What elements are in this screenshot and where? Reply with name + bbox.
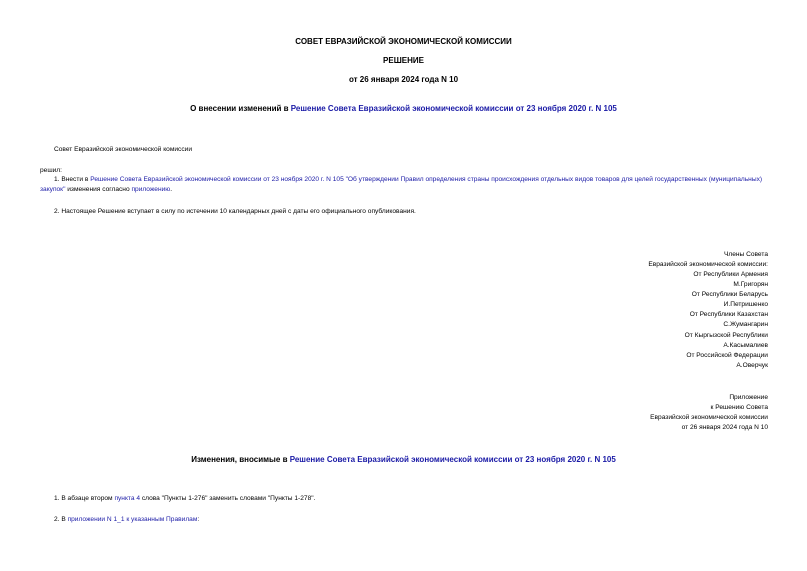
document-title (0, 104, 807, 113)
item1-link[interactable]: пункта 4 (114, 495, 141, 502)
date-number-heading: от 26 января 2024 года N 10 (348, 75, 459, 84)
title-prefix: О внесении изменений в (190, 104, 291, 113)
signature-line: И.Петришенко (723, 301, 768, 308)
signature-line: А.Касымалиев (723, 342, 768, 349)
appendix-line: от 26 января 2024 года N 10 (681, 424, 768, 431)
appendix-line: Приложение (729, 394, 768, 401)
appendix-title-link[interactable]: Решение Совета Евразийской экономической комиссии от 23 ноября 2020 г. N 105 (289, 455, 616, 464)
p1-decision-link[interactable]: Решение Совета Евразийской экономической комиссии от 23 ноября 2020 г. N 105 "Об утверждении Правил определения страны происхождения отдельных видов товаров для целей государственных (муниципальных) закупок" (40, 176, 763, 193)
p1-mid: изменения согласно (65, 186, 132, 193)
signature-line: А.Оверчук (736, 362, 768, 369)
p1-appendix-link[interactable]: приложению (131, 186, 171, 193)
item2-prefix: 2. В (54, 516, 68, 523)
appendix-item-1 (54, 495, 315, 503)
signature-line: От Республики Казахстан (689, 311, 768, 318)
doc-type-heading: РЕШЕНИЕ (383, 56, 424, 65)
p1-prefix: 1. Внести в (54, 176, 91, 183)
decided-text: решил: (40, 167, 62, 174)
council-text: Совет Евразийской экономической комиссии (54, 146, 193, 153)
appendix-line: Евразийской экономической комиссии (650, 414, 768, 421)
appendix-item-2 (54, 516, 199, 524)
title-link[interactable]: Решение Совета Евразийской экономической комиссии от 23 ноября 2020 г. N 105 (290, 104, 617, 113)
appendix-title (0, 455, 807, 464)
appendix-title-prefix: Изменения, вносимые в (191, 455, 290, 464)
signature-line: М.Григорян (733, 281, 768, 288)
item2-link[interactable]: приложении N 1_1 к указанным Правилам (67, 516, 198, 523)
item1-prefix: 1. В абзаце втором (54, 495, 115, 502)
org-heading: СОВЕТ ЕВРАЗИЙСКОЙ ЭКОНОМИЧЕСКОЙ КОМИССИИ (295, 37, 512, 46)
signature-line: От Кыргызской Республики (684, 332, 768, 339)
signature-line: От Российской Федерации (686, 352, 768, 359)
signature-line: Члены Совета (723, 251, 768, 258)
paragraph-1 (40, 175, 768, 195)
item1-end: слова "Пункты 1-276" заменить словами "Пункты 1-278". (140, 495, 316, 502)
signature-line: От Республики Беларусь (691, 291, 768, 298)
signature-line: Евразийской экономической комиссии: (648, 261, 768, 268)
appendix-line: к Решению Совета (710, 404, 768, 411)
signature-line: От Республики Армения (693, 271, 768, 278)
p1-end: . (170, 186, 173, 193)
paragraph-2: 2. Настоящее Решение вступает в силу по истечении 10 календарных дней с даты его официального опубликования. (54, 208, 416, 215)
item2-end: : (197, 516, 200, 523)
signature-line: С.Жумангарин (723, 321, 768, 328)
